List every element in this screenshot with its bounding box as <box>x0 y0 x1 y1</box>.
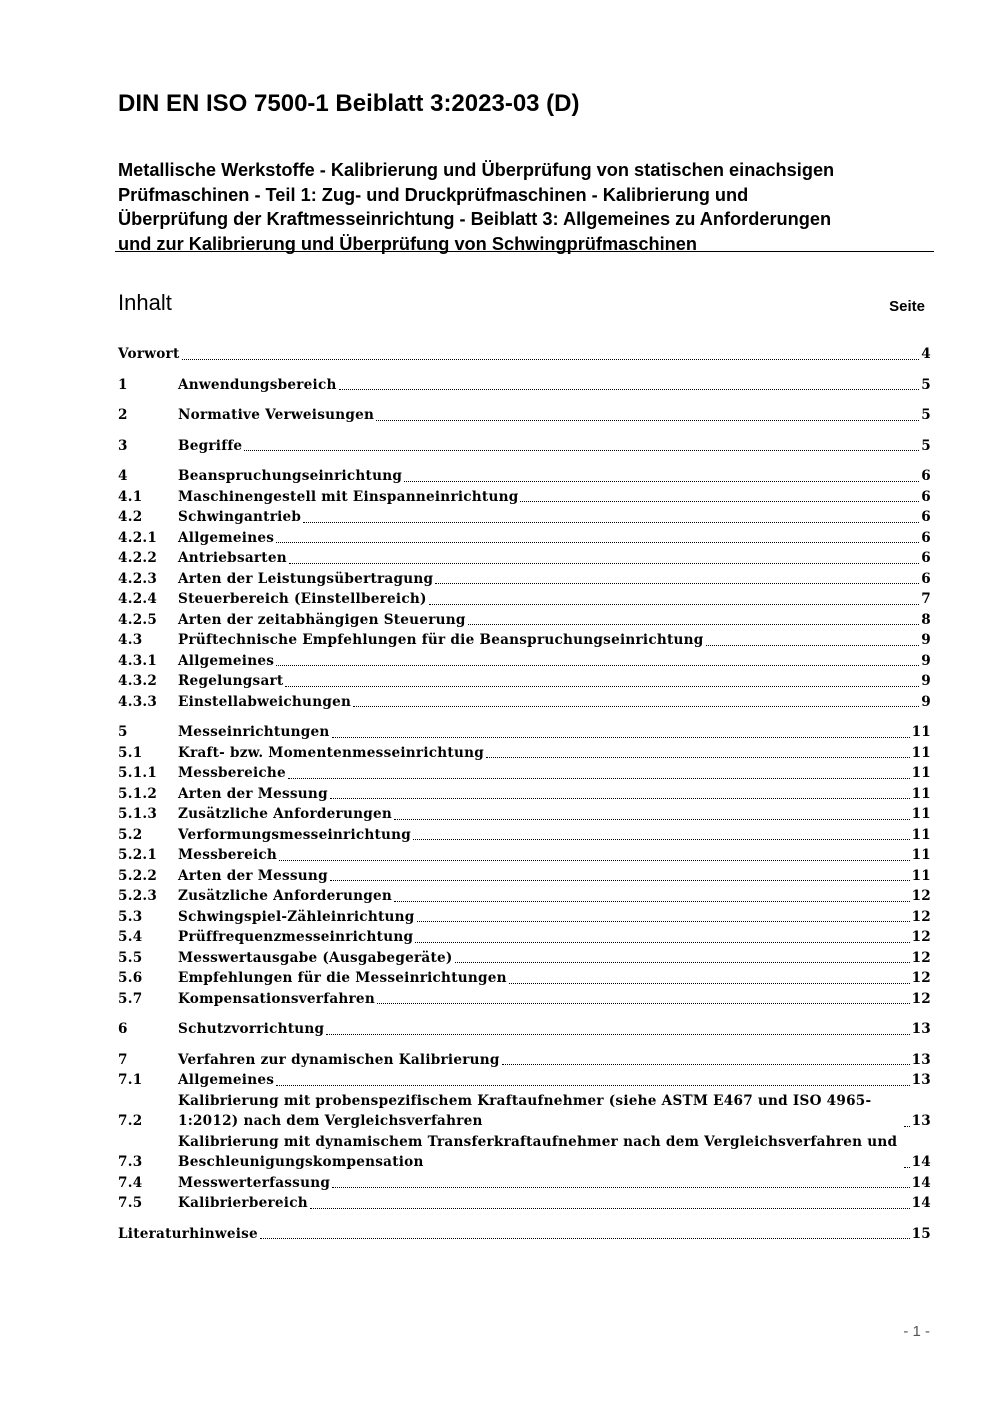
toc-entry-number: 7.1 <box>118 1072 143 1088</box>
toc-entry-title: Einstellabweichungen <box>178 693 352 710</box>
toc-entry-page: 9 <box>921 673 931 689</box>
toc-entry-body <box>178 436 931 457</box>
toc-entry-title: Arten der Leistungsübertragung <box>178 570 434 587</box>
toc-entry[interactable] <box>118 1132 931 1173</box>
toc-entry-title: Arten der zeitabhängigen Steuerung <box>178 611 466 628</box>
toc-entry-body <box>178 722 931 743</box>
toc-dot-leader <box>904 1126 910 1127</box>
toc-dot-leader <box>276 1085 909 1086</box>
toc-dot-leader <box>310 1208 910 1209</box>
toc-entry-body <box>178 589 931 610</box>
toc-entry[interactable] <box>118 825 931 846</box>
toc-entry-number: 2 <box>118 407 128 423</box>
toc-dot-leader <box>326 1034 909 1035</box>
toc-entry[interactable] <box>118 1224 931 1245</box>
toc-dot-leader <box>289 563 919 564</box>
toc-entry-page: 13 <box>911 1113 931 1129</box>
toc-entry-title: Literaturhinweise <box>118 1225 258 1242</box>
toc-entry-page: 12 <box>911 990 931 1007</box>
toc-entry-page: 11 <box>911 847 931 863</box>
toc-entry-body <box>178 671 931 692</box>
toc-entry-body <box>178 845 931 866</box>
toc-entry-number: 5.2.3 <box>118 888 158 904</box>
toc-entry[interactable] <box>118 1019 931 1040</box>
toc-entry-page: 13 <box>911 1021 931 1037</box>
toc-entry-page: 11 <box>911 867 931 884</box>
toc-entry-number: 7.3 <box>118 1154 143 1170</box>
toc-entry[interactable] <box>118 548 931 569</box>
toc-dot-leader <box>455 962 910 963</box>
toc-entry-title: Steuerbereich (Einstellbereich) <box>178 591 427 607</box>
toc-entry[interactable] <box>118 466 931 487</box>
toc-entry-title: Verfahren zur dynamischen Kalibrierung <box>178 1051 500 1068</box>
toc-entry-number: 5.7 <box>118 990 143 1007</box>
toc-entry-number: 5.2.2 <box>118 867 158 884</box>
toc-entry[interactable] <box>118 344 931 365</box>
toc-entry[interactable] <box>118 589 931 610</box>
toc-entry-title: Messwertausgabe (Ausgabegeräte) <box>178 949 453 966</box>
toc-dot-leader <box>417 921 910 922</box>
toc-entry-number: 4.3.2 <box>118 673 158 689</box>
toc-dot-leader <box>288 778 910 779</box>
toc-entry[interactable] <box>118 436 931 457</box>
toc-entry-body <box>178 487 931 508</box>
toc-entry-title: Schwingantrieb <box>178 509 302 525</box>
toc-dot-leader <box>706 645 920 646</box>
toc-entry-number: 5.5 <box>118 949 143 966</box>
toc-entry[interactable] <box>118 610 931 631</box>
toc-heading: Inhalt <box>118 290 172 315</box>
toc-entry-title: Messbereich <box>178 847 278 863</box>
toc-entry[interactable] <box>118 375 931 396</box>
subtitle-line: Prüfmaschinen - Teil 1: Zug- und Druckprüfmaschinen - Kalibrierung und <box>118 184 749 205</box>
toc-entry-title: Kalibrierung mit dynamischem Transferkraftaufnehmer nach dem Vergleichsverfahren und Beschleunigungskompensation <box>178 1133 898 1170</box>
toc-entry-title: Messeinrichtungen <box>178 724 330 740</box>
toc-page-label: Seite <box>889 298 925 315</box>
toc-entry-page: 11 <box>911 724 931 740</box>
toc-entry-title: Zusätzliche Anforderungen <box>178 888 393 904</box>
toc-dot-leader <box>520 501 919 502</box>
toc-entry-page: 6 <box>921 468 931 484</box>
toc-dot-leader <box>394 819 910 820</box>
toc-entry-page: 6 <box>921 488 931 505</box>
toc-entry-body <box>178 825 931 846</box>
toc-entry-body <box>178 466 931 487</box>
toc-entry-title: Allgemeines <box>178 652 275 669</box>
toc-entry-number: 4.2.1 <box>118 529 158 546</box>
toc-entry-page: 6 <box>921 529 931 546</box>
document-subtitle <box>118 158 928 256</box>
toc-entry-title: Antriebsarten <box>178 550 287 566</box>
toc-entry[interactable] <box>118 651 931 672</box>
toc-entry[interactable] <box>118 886 931 907</box>
toc-entry-body <box>178 548 931 569</box>
toc-entry-title: Kalibrierung mit probenspezifischem Kraftaufnehmer (siehe ASTM E467 und ISO 4965-1:2012) nach dem Vergleichsverfahren <box>178 1092 872 1129</box>
toc-entry[interactable] <box>118 763 931 784</box>
toc-entry-page: 14 <box>911 1195 931 1211</box>
toc-entry-page: 8 <box>921 611 931 628</box>
toc-entry-page: 12 <box>911 929 931 945</box>
toc-entry-body <box>178 569 931 590</box>
document-title: DIN EN ISO 7500-1 Beiblatt 3:2023-03 (D) <box>118 90 580 117</box>
toc-entry-title: Vorwort <box>118 346 180 362</box>
toc-entry-body <box>178 804 931 825</box>
toc-entry[interactable] <box>118 948 931 969</box>
toc-dot-leader <box>332 1187 909 1188</box>
toc-entry-page: 11 <box>911 806 931 822</box>
toc-entry-title: Schwingspiel-Zähleinrichtung <box>178 908 415 925</box>
toc-entry-body <box>178 507 931 528</box>
subtitle-line: und zur Kalibrierung und Überprüfung von Schwingprüfmaschinen <box>118 233 697 254</box>
toc-entry-title: Anwendungsbereich <box>178 376 337 393</box>
toc-dot-leader <box>279 860 910 861</box>
toc-entry[interactable] <box>118 989 931 1010</box>
table-of-contents <box>118 344 931 1244</box>
toc-entry-body <box>178 651 931 672</box>
toc-entry-title: Prüftechnische Empfehlungen für die Beanspruchungseinrichtung <box>178 632 704 648</box>
toc-entry-page: 9 <box>921 693 931 710</box>
toc-entry-body <box>178 927 931 948</box>
toc-entry-page: 12 <box>911 888 931 904</box>
toc-entry-number: 4.3.1 <box>118 652 158 669</box>
toc-entry-number: 4.2 <box>118 509 143 525</box>
toc-entry-number: 4.2.5 <box>118 611 158 628</box>
toc-entry-number: 6 <box>118 1021 128 1037</box>
toc-entry-page: 9 <box>921 632 931 648</box>
toc-entry-title: Allgemeines <box>178 529 275 546</box>
title-divider <box>115 251 934 252</box>
toc-entry-page: 11 <box>911 765 931 781</box>
toc-dot-leader <box>332 737 910 738</box>
toc-entry[interactable] <box>118 968 931 989</box>
toc-entry-page: 5 <box>921 407 931 423</box>
toc-entry[interactable] <box>118 1091 931 1132</box>
toc-entry-body <box>178 405 931 426</box>
toc-dot-leader <box>330 880 910 881</box>
toc-dot-leader <box>339 389 920 390</box>
toc-dot-leader <box>404 481 919 482</box>
toc-dot-leader <box>330 798 910 799</box>
toc-entry-body <box>178 630 931 651</box>
toc-entry[interactable] <box>118 405 931 426</box>
toc-entry-body <box>178 743 931 764</box>
toc-entry-body <box>178 1132 931 1173</box>
toc-entry-number: 4.3 <box>118 632 143 648</box>
toc-entry-page: 9 <box>921 652 931 669</box>
toc-dot-leader <box>276 665 919 666</box>
toc-entry-page: 12 <box>911 949 931 966</box>
toc-dot-leader <box>303 522 919 523</box>
toc-entry-title: Maschinengestell mit Einspanneinrichtung <box>178 488 519 505</box>
toc-entry-body <box>178 1070 931 1091</box>
toc-entry-number: 4.2.2 <box>118 550 158 566</box>
toc-dot-leader <box>394 901 910 902</box>
toc-entry-page: 11 <box>911 785 931 802</box>
toc-entry-page: 11 <box>911 826 931 843</box>
toc-entry-title: Messbereiche <box>178 765 286 781</box>
toc-dot-leader <box>502 1064 910 1065</box>
toc-entry[interactable] <box>118 671 931 692</box>
toc-entry-number: 5.6 <box>118 970 143 986</box>
toc-entry-page: 15 <box>911 1225 931 1242</box>
toc-entry-title: Arten der Messung <box>178 867 328 884</box>
toc-entry-page: 6 <box>921 570 931 587</box>
toc-dot-leader <box>509 983 910 984</box>
toc-dot-leader <box>413 839 910 840</box>
toc-entry-number: 5.1 <box>118 744 143 761</box>
toc-entry[interactable] <box>118 507 931 528</box>
toc-entry-page: 4 <box>921 346 931 362</box>
toc-entry[interactable] <box>118 692 931 713</box>
toc-entry-body <box>178 692 931 713</box>
toc-entry-number: 7.4 <box>118 1174 143 1191</box>
toc-entry-page: 12 <box>911 970 931 986</box>
toc-entry-title: Normative Verweisungen <box>178 407 375 423</box>
toc-entry-number: 5.1.2 <box>118 785 158 802</box>
toc-entry[interactable] <box>118 630 931 651</box>
toc-entry-number: 1 <box>118 376 128 393</box>
toc-entry-body <box>178 375 931 396</box>
toc-entry-body <box>178 968 931 989</box>
toc-dot-leader <box>376 420 919 421</box>
toc-entry-body <box>178 1193 931 1214</box>
toc-entry-page: 6 <box>921 509 931 525</box>
toc-entry-number: 5.3 <box>118 908 143 925</box>
toc-entry-body <box>178 763 931 784</box>
toc-dot-leader <box>260 1238 910 1239</box>
toc-entry-title: Empfehlungen für die Messeinrichtungen <box>178 970 507 986</box>
toc-entry-title: Kraft- bzw. Momentenmesseinrichtung <box>178 744 484 761</box>
toc-entry-title: Prüffrequenzmesseinrichtung <box>178 929 414 945</box>
toc-dot-leader <box>244 450 919 451</box>
toc-entry-number: 4.3.3 <box>118 693 158 710</box>
subtitle-line: Metallische Werkstoffe - Kalibrierung und Überprüfung von statischen einachsigen <box>118 160 835 180</box>
toc-entry-number: 5 <box>118 724 128 740</box>
toc-entry-body <box>178 948 931 969</box>
toc-entry-number: 4.2.3 <box>118 570 158 587</box>
toc-entry-title: Beanspruchungseinrichtung <box>178 468 403 484</box>
toc-dot-leader <box>904 1167 910 1168</box>
toc-entry[interactable] <box>118 528 931 549</box>
toc-entry[interactable] <box>118 1173 931 1194</box>
toc-entry[interactable] <box>118 845 931 866</box>
toc-dot-leader <box>429 604 920 605</box>
toc-entry-page: 7 <box>921 591 931 607</box>
toc-entry-body <box>178 1091 931 1132</box>
toc-entry[interactable] <box>118 784 931 805</box>
toc-entry-number: 7 <box>118 1051 128 1068</box>
toc-entry-number: 5.1.1 <box>118 765 158 781</box>
toc-entry-body <box>178 1050 931 1071</box>
toc-entry-title: Arten der Messung <box>178 785 328 802</box>
toc-entry-number: 4.1 <box>118 488 143 505</box>
toc-entry-page: 13 <box>911 1051 931 1068</box>
toc-entry-body <box>178 886 931 907</box>
toc-dot-leader <box>415 942 909 943</box>
toc-entry-number: 4 <box>118 468 128 484</box>
page-number: - 1 - <box>903 1323 930 1340</box>
toc-entry-number: 7.2 <box>118 1113 143 1129</box>
toc-entry-title: Kompensationsverfahren <box>178 990 375 1007</box>
toc-dot-leader <box>353 706 919 707</box>
toc-entry-page: 5 <box>921 437 931 454</box>
toc-dot-leader <box>377 1003 910 1004</box>
toc-entry[interactable] <box>118 1193 931 1214</box>
toc-entry-number: 5.1.3 <box>118 806 158 822</box>
toc-entry[interactable] <box>118 487 931 508</box>
toc-entry[interactable] <box>118 1050 931 1071</box>
toc-entry-body <box>178 784 931 805</box>
toc-entry[interactable] <box>118 1070 931 1091</box>
toc-entry-title: Verformungsmesseinrichtung <box>178 826 412 843</box>
toc-entry-number: 3 <box>118 437 128 454</box>
toc-entry-title: Kalibrierbereich <box>178 1195 308 1211</box>
toc-entry-number: 5.4 <box>118 929 143 945</box>
toc-entry[interactable] <box>118 722 931 743</box>
toc-entry[interactable] <box>118 907 931 928</box>
toc-dot-leader <box>182 359 920 360</box>
toc-dot-leader <box>486 757 910 758</box>
toc-entry[interactable] <box>118 866 931 887</box>
toc-entry-number: 5.2.1 <box>118 847 158 863</box>
toc-dot-leader <box>468 624 920 625</box>
toc-entry-body <box>118 344 931 365</box>
toc-entry-page: 12 <box>911 908 931 925</box>
toc-entry-body <box>178 989 931 1010</box>
subtitle-line: Überprüfung der Kraftmesseinrichtung - Beiblatt 3: Allgemeines zu Anforderungen <box>118 209 832 229</box>
toc-entry-body <box>118 1224 931 1245</box>
toc-entry-title: Begriffe <box>178 437 243 454</box>
toc-entry[interactable] <box>118 927 931 948</box>
toc-entry-number: 5.2 <box>118 826 143 843</box>
toc-entry-body <box>178 1173 931 1194</box>
toc-entry-number: 7.5 <box>118 1195 143 1211</box>
toc-entry-body <box>178 528 931 549</box>
toc-dot-leader <box>285 686 919 687</box>
toc-entry-page: 14 <box>911 1154 931 1170</box>
toc-entry-body <box>178 610 931 631</box>
toc-entry-page: 11 <box>911 744 931 761</box>
toc-entry-title: Messwerterfassung <box>178 1174 331 1191</box>
toc-entry[interactable] <box>118 743 931 764</box>
toc-entry-body <box>178 866 931 887</box>
toc-dot-leader <box>276 542 919 543</box>
toc-dot-leader <box>435 583 919 584</box>
toc-entry-title: Regelungsart <box>178 673 284 689</box>
toc-entry-number: 4.2.4 <box>118 591 158 607</box>
toc-entry-page: 14 <box>911 1174 931 1191</box>
toc-entry[interactable] <box>118 569 931 590</box>
toc-entry[interactable] <box>118 804 931 825</box>
toc-entry-title: Schutzvorrichtung <box>178 1021 325 1037</box>
toc-entry-page: 5 <box>921 376 931 393</box>
toc-entry-body <box>178 1019 931 1040</box>
toc-entry-title: Allgemeines <box>178 1072 275 1088</box>
toc-entry-page: 13 <box>911 1072 931 1088</box>
toc-entry-title: Zusätzliche Anforderungen <box>178 806 393 822</box>
toc-entry-page: 6 <box>921 550 931 566</box>
toc-entry-body <box>178 907 931 928</box>
